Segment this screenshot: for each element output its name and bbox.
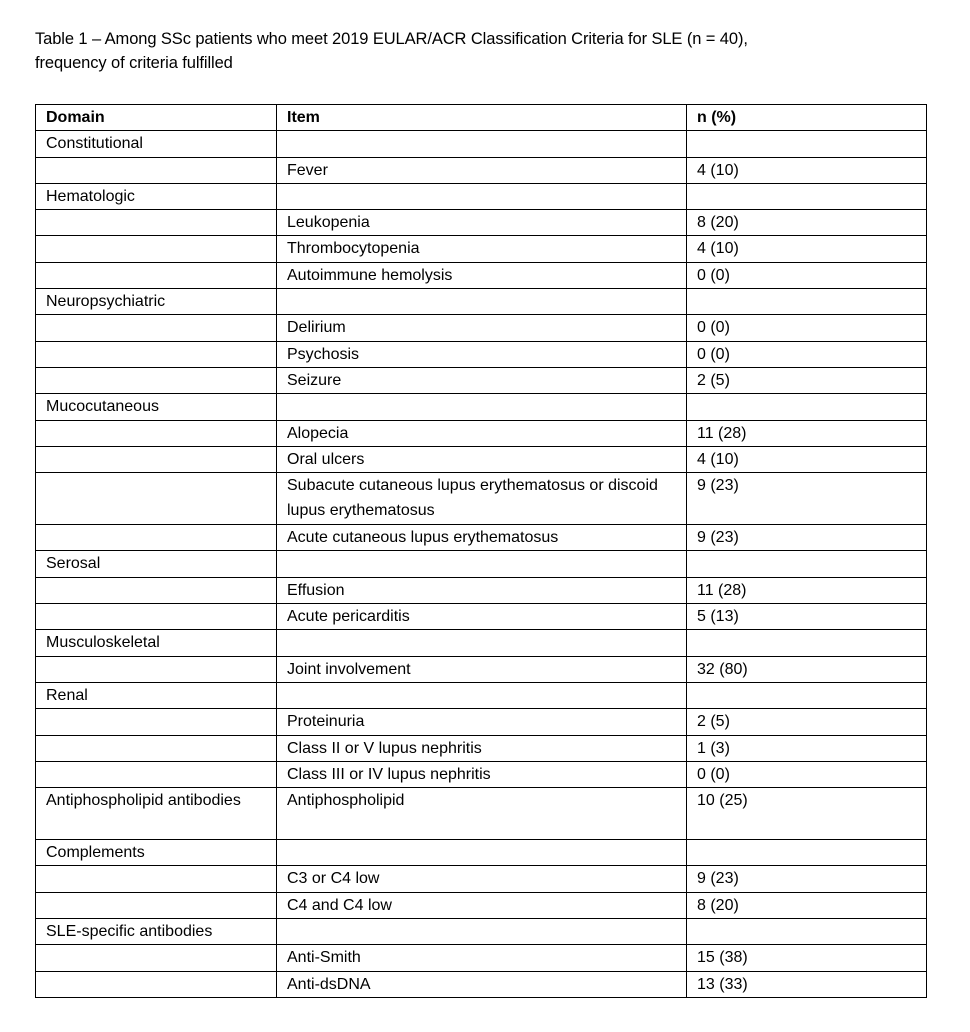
item-cell [277,183,687,209]
n-percent-cell: 4 (10) [687,157,927,183]
domain-cell [36,236,277,262]
domain-cell [36,262,277,288]
table-row [36,735,927,761]
item-cell: Autoimmune hemolysis [277,262,687,288]
item-cell [277,289,687,315]
n-percent-cell: 32 (80) [687,656,927,682]
table-row [36,210,927,236]
item-cell [277,919,687,945]
table-row [36,604,927,630]
item-cell: Subacute cutaneous lupus erythematosus or discoid lupus erythematosus [277,473,687,525]
n-percent-cell [687,551,927,577]
n-percent-cell: 8 (20) [687,210,927,236]
item-cell: Fever [277,157,687,183]
domain-cell [36,709,277,735]
item-cell: Psychosis [277,341,687,367]
item-cell: Leukopenia [277,210,687,236]
item-cell: C3 or C4 low [277,866,687,892]
table-row [36,236,927,262]
item-cell: Acute pericarditis [277,604,687,630]
n-percent-cell: 0 (0) [687,341,927,367]
item-cell: Class III or IV lupus nephritis [277,761,687,787]
table-row [36,682,927,708]
table-row [36,289,927,315]
table-row [36,394,927,420]
domain-cell: Renal [36,682,277,708]
domain-cell: Hematologic [36,183,277,209]
domain-cell [36,577,277,603]
table-row [36,315,927,341]
domain-cell [36,656,277,682]
domain-cell [36,473,277,525]
table-row [36,788,927,840]
domain-cell [36,315,277,341]
criteria-table [35,104,927,998]
item-cell: Proteinuria [277,709,687,735]
table-row [36,446,927,472]
caption-line-1: Table 1 – Among SSc patients who meet 2019 EULAR/ACR Classification Criteria for SLE (n = 40), [35,30,748,48]
table-row [36,262,927,288]
n-percent-cell [687,840,927,866]
domain-cell [36,892,277,918]
n-percent-cell: 4 (10) [687,446,927,472]
table-row [36,473,927,525]
n-percent-cell: 9 (23) [687,525,927,551]
domain-cell [36,761,277,787]
domain-cell: SLE-specific antibodies [36,919,277,945]
domain-cell [36,735,277,761]
n-percent-cell: 4 (10) [687,236,927,262]
n-percent-cell: 0 (0) [687,262,927,288]
domain-cell [36,341,277,367]
table-row [36,630,927,656]
item-cell: Antiphospholipid [277,788,687,840]
n-percent-cell [687,919,927,945]
domain-cell [36,604,277,630]
table-row [36,341,927,367]
domain-cell [36,971,277,997]
domain-cell: Antiphospholipid antibodies [36,788,277,840]
n-percent-cell: 2 (5) [687,709,927,735]
n-percent-cell: 2 (5) [687,367,927,393]
domain-cell [36,157,277,183]
domain-cell [36,866,277,892]
item-cell: Seizure [277,367,687,393]
n-percent-cell: 11 (28) [687,420,927,446]
item-cell [277,394,687,420]
domain-cell: Neuropsychiatric [36,289,277,315]
item-cell: Effusion [277,577,687,603]
domain-cell [36,420,277,446]
header-row [36,105,927,131]
domain-cell [36,210,277,236]
domain-cell [36,367,277,393]
n-percent-cell: 5 (13) [687,604,927,630]
item-cell: Delirium [277,315,687,341]
item-cell: Anti-Smith [277,945,687,971]
n-percent-cell [687,183,927,209]
header-n-percent: n (%) [687,105,927,131]
n-percent-cell [687,131,927,157]
header-domain: Domain [36,105,277,131]
table-row [36,157,927,183]
table-row [36,971,927,997]
table-row [36,525,927,551]
item-cell [277,551,687,577]
item-cell: Joint involvement [277,656,687,682]
item-cell: Alopecia [277,420,687,446]
domain-cell: Complements [36,840,277,866]
domain-cell: Constitutional [36,131,277,157]
table-row [36,840,927,866]
item-cell: Acute cutaneous lupus erythematosus [277,525,687,551]
item-cell: Thrombocytopenia [277,236,687,262]
n-percent-cell: 9 (23) [687,473,927,525]
domain-cell: Musculoskeletal [36,630,277,656]
table-row [36,420,927,446]
table-row [36,577,927,603]
n-percent-cell [687,630,927,656]
table-row [36,892,927,918]
item-cell: Class II or V lupus nephritis [277,735,687,761]
table-row [36,919,927,945]
domain-cell: Mucocutaneous [36,394,277,420]
item-cell [277,840,687,866]
table-row [36,709,927,735]
item-cell [277,131,687,157]
table-row [36,367,927,393]
item-cell [277,682,687,708]
domain-cell [36,525,277,551]
item-cell: Anti-dsDNA [277,971,687,997]
table-row [36,131,927,157]
item-cell: C4 and C4 low [277,892,687,918]
n-percent-cell: 8 (20) [687,892,927,918]
n-percent-cell [687,682,927,708]
table-row [36,183,927,209]
domain-cell: Serosal [36,551,277,577]
table-body [36,131,927,998]
table-row [36,866,927,892]
n-percent-cell [687,289,927,315]
item-cell [277,630,687,656]
table-caption [35,27,935,75]
table-row [36,551,927,577]
n-percent-cell: 10 (25) [687,788,927,840]
n-percent-cell: 1 (3) [687,735,927,761]
n-percent-cell: 15 (38) [687,945,927,971]
table-row [36,945,927,971]
table-row [36,656,927,682]
domain-cell [36,446,277,472]
header-item: Item [277,105,687,131]
domain-cell [36,945,277,971]
n-percent-cell: 0 (0) [687,761,927,787]
item-cell: Oral ulcers [277,446,687,472]
n-percent-cell: 11 (28) [687,577,927,603]
n-percent-cell: 13 (33) [687,971,927,997]
table-row [36,761,927,787]
n-percent-cell: 0 (0) [687,315,927,341]
n-percent-cell: 9 (23) [687,866,927,892]
n-percent-cell [687,394,927,420]
caption-line-2: frequency of criteria fulfilled [35,54,233,72]
